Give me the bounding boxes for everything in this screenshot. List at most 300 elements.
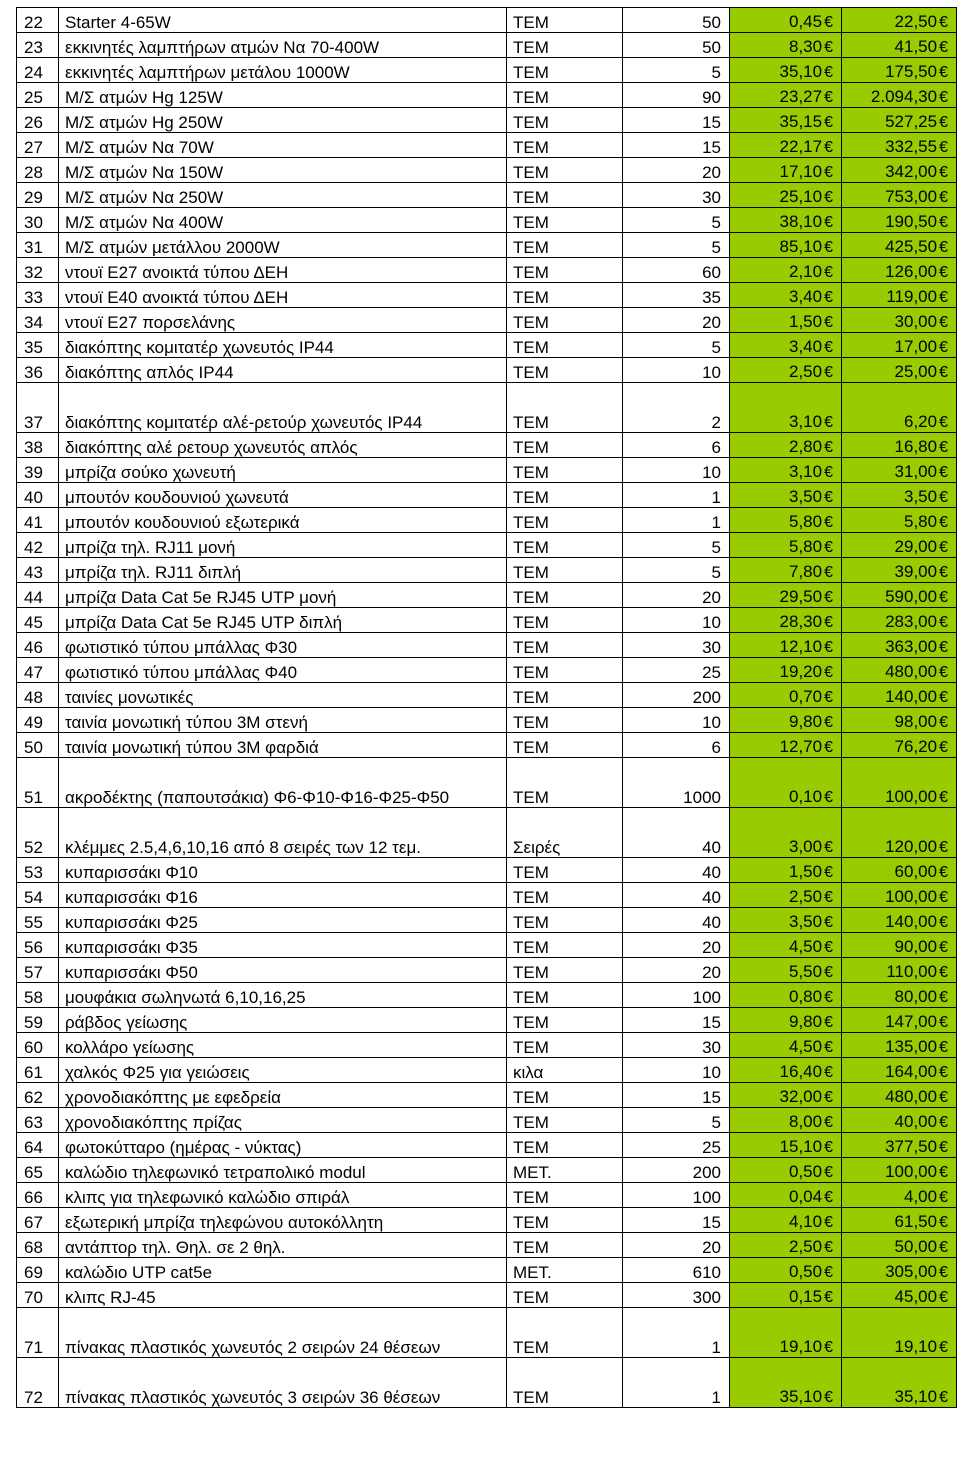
item-number: 49 (17, 708, 59, 733)
euro-symbol: € (824, 1164, 833, 1181)
item-unit-price: 19,20 € (730, 658, 842, 683)
price-table (16, 7, 957, 1408)
item-total: 377,50 € (842, 1133, 957, 1158)
price-table-body (17, 8, 957, 1408)
item-description: μπουτόν κουδουνιού εξωτερικά (59, 508, 507, 533)
item-number: 64 (17, 1133, 59, 1158)
euro-symbol: € (824, 1289, 833, 1306)
item-number: 41 (17, 508, 59, 533)
euro-symbol: € (824, 464, 833, 481)
item-quantity: 5 (623, 208, 730, 233)
item-unit-price: 25,10 € (730, 183, 842, 208)
item-total: 41,50 € (842, 33, 957, 58)
item-unit-price: 4,50 € (730, 1033, 842, 1058)
item-quantity: 5 (623, 558, 730, 583)
item-description: ντουϊ Ε27 πορσελάνης (59, 308, 507, 333)
item-unit: ΤΕΜ (507, 1233, 623, 1258)
euro-symbol: € (939, 689, 948, 706)
item-unit-price: 29,50 € (730, 583, 842, 608)
item-description: καλώδιο UTP cat5e (59, 1258, 507, 1283)
item-unit: ΤΕΜ (507, 333, 623, 358)
table-row (17, 1158, 957, 1183)
item-number: 23 (17, 33, 59, 58)
euro-symbol: € (939, 589, 948, 606)
item-unit: ΤΕΜ (507, 83, 623, 108)
item-total: 2.094,30 € (842, 83, 957, 108)
euro-symbol: € (939, 539, 948, 556)
euro-symbol: € (824, 264, 833, 281)
item-total: 4,00 € (842, 1183, 957, 1208)
euro-symbol: € (939, 289, 948, 306)
euro-symbol: € (939, 1114, 948, 1131)
item-total: 19,10 € (842, 1308, 957, 1358)
table-row (17, 1083, 957, 1108)
item-quantity: 20 (623, 158, 730, 183)
item-total: 305,00 € (842, 1258, 957, 1283)
item-quantity: 6 (623, 433, 730, 458)
item-number: 61 (17, 1058, 59, 1083)
item-unit-price: 19,10 € (730, 1308, 842, 1358)
item-description: κλέμμες 2.5,4,6,10,16 από 8 σειρές των 12 τεμ. (59, 808, 507, 858)
item-description: καλώδιο τηλεφωνικό τετραπολικό modul (59, 1158, 507, 1183)
item-number: 57 (17, 958, 59, 983)
item-total: 76,20 € (842, 733, 957, 758)
euro-symbol: € (939, 989, 948, 1006)
item-unit-price: 2,50 € (730, 883, 842, 908)
item-total: 120,00 € (842, 808, 957, 858)
euro-symbol: € (939, 564, 948, 581)
item-quantity: 15 (623, 1083, 730, 1108)
table-row (17, 583, 957, 608)
item-unit-price: 12,70 € (730, 733, 842, 758)
item-unit-price: 22,17 € (730, 133, 842, 158)
item-number: 48 (17, 683, 59, 708)
table-row (17, 958, 957, 983)
euro-symbol: € (824, 239, 833, 256)
item-unit-price: 0,10 € (730, 758, 842, 808)
item-number: 71 (17, 1308, 59, 1358)
table-row (17, 908, 957, 933)
table-row (17, 33, 957, 58)
item-total: 190,50 € (842, 208, 957, 233)
item-unit-price: 2,50 € (730, 358, 842, 383)
item-total: 30,00 € (842, 308, 957, 333)
item-unit: ΤΕΜ (507, 1308, 623, 1358)
table-row (17, 683, 957, 708)
euro-symbol: € (939, 1164, 948, 1181)
item-quantity: 40 (623, 858, 730, 883)
item-unit: ΤΕΜ (507, 933, 623, 958)
item-quantity: 25 (623, 658, 730, 683)
item-description: κυπαρισσάκι Φ16 (59, 883, 507, 908)
item-quantity: 30 (623, 1033, 730, 1058)
table-row (17, 633, 957, 658)
item-quantity: 300 (623, 1283, 730, 1308)
euro-symbol: € (824, 739, 833, 756)
item-description: Μ/Σ ατμών Να 250W (59, 183, 507, 208)
euro-symbol: € (824, 164, 833, 181)
item-unit: ΤΕΜ (507, 1083, 623, 1108)
item-quantity: 100 (623, 983, 730, 1008)
item-number: 60 (17, 1033, 59, 1058)
item-quantity: 10 (623, 608, 730, 633)
item-description: μπρίζα τηλ. RJ11 διπλή (59, 558, 507, 583)
euro-symbol: € (824, 489, 833, 506)
table-row (17, 133, 957, 158)
euro-symbol: € (824, 989, 833, 1006)
item-quantity: 40 (623, 908, 730, 933)
item-unit: ΤΕΜ (507, 158, 623, 183)
item-number: 62 (17, 1083, 59, 1108)
item-unit-price: 85,10 € (730, 233, 842, 258)
item-unit: ΤΕΜ (507, 1183, 623, 1208)
item-unit-price: 3,40 € (730, 333, 842, 358)
item-total: 40,00 € (842, 1108, 957, 1133)
item-quantity: 2 (623, 383, 730, 433)
item-unit-price: 3,40 € (730, 283, 842, 308)
item-unit: ΤΕΜ (507, 883, 623, 908)
euro-symbol: € (824, 589, 833, 606)
euro-symbol: € (939, 1214, 948, 1231)
item-quantity: 6 (623, 733, 730, 758)
item-number: 39 (17, 458, 59, 483)
item-description: πίνακας πλαστικός χωνευτός 3 σειρών 36 θέσεων (59, 1358, 507, 1408)
item-unit: ΤΕΜ (507, 608, 623, 633)
item-total: 17,00 € (842, 333, 957, 358)
table-row (17, 1308, 957, 1358)
item-unit-price: 7,80 € (730, 558, 842, 583)
euro-symbol: € (824, 964, 833, 981)
euro-symbol: € (939, 614, 948, 631)
euro-symbol: € (939, 1014, 948, 1031)
item-description: κλιπς για τηλεφωνικό καλώδιο σπιράλ (59, 1183, 507, 1208)
item-quantity: 50 (623, 33, 730, 58)
item-unit: ΤΕΜ (507, 583, 623, 608)
item-description: Μ/Σ ατμών Να 70W (59, 133, 507, 158)
euro-symbol: € (824, 564, 833, 581)
table-row (17, 208, 957, 233)
euro-symbol: € (824, 89, 833, 106)
euro-symbol: € (939, 414, 948, 431)
euro-symbol: € (824, 1114, 833, 1131)
table-row (17, 308, 957, 333)
euro-symbol: € (939, 914, 948, 931)
item-number: 32 (17, 258, 59, 283)
item-description: διακόπτης απλός IP44 (59, 358, 507, 383)
item-description: εκκινητές λαμπτήρων ατμών Να 70-400W (59, 33, 507, 58)
euro-symbol: € (939, 364, 948, 381)
item-unit: ΤΕΜ (507, 908, 623, 933)
euro-symbol: € (939, 939, 948, 956)
table-row (17, 233, 957, 258)
item-total: 480,00 € (842, 1083, 957, 1108)
item-total: 283,00 € (842, 608, 957, 633)
table-row (17, 358, 957, 383)
item-description: διακόπτης κομιτατέρ χωνευτός IP44 (59, 333, 507, 358)
euro-symbol: € (939, 264, 948, 281)
item-unit-price: 0,80 € (730, 983, 842, 1008)
item-total: 164,00 € (842, 1058, 957, 1083)
item-total: 100,00 € (842, 758, 957, 808)
item-quantity: 50 (623, 8, 730, 33)
item-description: ταινίες μονωτικές (59, 683, 507, 708)
item-quantity: 20 (623, 583, 730, 608)
euro-symbol: € (939, 439, 948, 456)
euro-symbol: € (824, 1014, 833, 1031)
table-row (17, 508, 957, 533)
item-number: 46 (17, 633, 59, 658)
item-description: φωτιστικό τύπου μπάλλας Φ40 (59, 658, 507, 683)
item-unit-price: 1,50 € (730, 308, 842, 333)
item-number: 65 (17, 1158, 59, 1183)
item-total: 135,00 € (842, 1033, 957, 1058)
item-unit-price: 15,10 € (730, 1133, 842, 1158)
item-number: 29 (17, 183, 59, 208)
item-unit-price: 38,10 € (730, 208, 842, 233)
euro-symbol: € (824, 1089, 833, 1106)
item-quantity: 20 (623, 1233, 730, 1258)
item-unit-price: 4,50 € (730, 933, 842, 958)
item-description: κυπαρισσάκι Φ35 (59, 933, 507, 958)
table-row (17, 158, 957, 183)
euro-symbol: € (939, 164, 948, 181)
item-total: 332,55 € (842, 133, 957, 158)
item-number: 59 (17, 1008, 59, 1033)
table-row (17, 1133, 957, 1158)
item-description: ντουϊ Ε27 ανοικτά τύπου ΔΕΗ (59, 258, 507, 283)
item-description: χρονοδιακόπτης με εφεδρεία (59, 1083, 507, 1108)
table-row (17, 533, 957, 558)
euro-symbol: € (824, 864, 833, 881)
euro-symbol: € (939, 239, 948, 256)
item-total: 480,00 € (842, 658, 957, 683)
item-unit-price: 0,04 € (730, 1183, 842, 1208)
item-quantity: 15 (623, 108, 730, 133)
table-row (17, 1258, 957, 1283)
item-total: 753,00 € (842, 183, 957, 208)
item-description: Μ/Σ ατμών μετάλλου 2000W (59, 233, 507, 258)
item-total: 5,80 € (842, 508, 957, 533)
euro-symbol: € (939, 489, 948, 506)
table-row (17, 1033, 957, 1058)
item-unit-price: 0,15 € (730, 1283, 842, 1308)
item-unit-price: 4,10 € (730, 1208, 842, 1233)
item-quantity: 25 (623, 1133, 730, 1158)
item-unit: ΤΕΜ (507, 433, 623, 458)
item-number: 35 (17, 333, 59, 358)
euro-symbol: € (824, 14, 833, 31)
item-number: 37 (17, 383, 59, 433)
item-total: 590,00 € (842, 583, 957, 608)
item-unit: ΤΕΜ (507, 33, 623, 58)
item-unit-price: 3,00 € (730, 808, 842, 858)
item-total: 60,00 € (842, 858, 957, 883)
item-quantity: 15 (623, 1008, 730, 1033)
item-description: μουφάκια σωληνωτά 6,10,16,25 (59, 983, 507, 1008)
item-unit: ΤΕΜ (507, 1108, 623, 1133)
item-unit: ΤΕΜ (507, 633, 623, 658)
item-quantity: 60 (623, 258, 730, 283)
item-number: 52 (17, 808, 59, 858)
table-row (17, 1283, 957, 1308)
table-row (17, 258, 957, 283)
item-quantity: 5 (623, 333, 730, 358)
item-unit: κιλα (507, 1058, 623, 1083)
item-quantity: 90 (623, 83, 730, 108)
euro-symbol: € (824, 314, 833, 331)
euro-symbol: € (939, 964, 948, 981)
item-description: μπρίζα Data Cat 5e RJ45 UTP μονή (59, 583, 507, 608)
item-description: κυπαρισσάκι Φ50 (59, 958, 507, 983)
euro-symbol: € (824, 1064, 833, 1081)
item-unit-price: 3,50 € (730, 483, 842, 508)
item-quantity: 1 (623, 508, 730, 533)
item-number: 53 (17, 858, 59, 883)
item-quantity: 5 (623, 233, 730, 258)
item-quantity: 10 (623, 708, 730, 733)
item-unit: ΤΕΜ (507, 708, 623, 733)
item-description: εξωτερική μπρίζα τηλεφώνου αυτοκόλλητη (59, 1208, 507, 1233)
table-row (17, 708, 957, 733)
euro-symbol: € (939, 514, 948, 531)
item-number: 40 (17, 483, 59, 508)
item-unit: ΤΕΜ (507, 208, 623, 233)
item-number: 55 (17, 908, 59, 933)
item-total: 425,50 € (842, 233, 957, 258)
item-unit: ΤΕΜ (507, 383, 623, 433)
item-quantity: 20 (623, 933, 730, 958)
item-total: 342,00 € (842, 158, 957, 183)
item-quantity: 1 (623, 483, 730, 508)
euro-symbol: € (939, 1139, 948, 1156)
table-row (17, 1008, 957, 1033)
item-unit-price: 5,80 € (730, 533, 842, 558)
euro-symbol: € (824, 214, 833, 231)
item-number: 42 (17, 533, 59, 558)
item-number: 56 (17, 933, 59, 958)
euro-symbol: € (824, 1239, 833, 1256)
item-total: 147,00 € (842, 1008, 957, 1033)
euro-symbol: € (939, 339, 948, 356)
item-number: 58 (17, 983, 59, 1008)
item-quantity: 1000 (623, 758, 730, 808)
item-unit: ΤΕΜ (507, 683, 623, 708)
euro-symbol: € (824, 1264, 833, 1281)
euro-symbol: € (824, 1139, 833, 1156)
euro-symbol: € (824, 714, 833, 731)
item-unit: ΤΕΜ (507, 258, 623, 283)
item-quantity: 200 (623, 1158, 730, 1183)
item-number: 68 (17, 1233, 59, 1258)
table-row (17, 808, 957, 858)
item-quantity: 30 (623, 183, 730, 208)
item-number: 70 (17, 1283, 59, 1308)
item-total: 175,50 € (842, 58, 957, 83)
item-number: 22 (17, 8, 59, 33)
item-unit-price: 3,50 € (730, 908, 842, 933)
table-row (17, 1058, 957, 1083)
item-unit: ΤΕΜ (507, 133, 623, 158)
euro-symbol: € (939, 89, 948, 106)
item-number: 51 (17, 758, 59, 808)
item-unit-price: 2,50 € (730, 1233, 842, 1258)
item-number: 28 (17, 158, 59, 183)
item-total: 39,00 € (842, 558, 957, 583)
item-quantity: 40 (623, 808, 730, 858)
item-description: διακόπτης κομιτατέρ αλέ-ρετούρ χωνευτός IP44 (59, 383, 507, 433)
euro-symbol: € (824, 789, 833, 806)
euro-symbol: € (824, 639, 833, 656)
item-unit: ΤΕΜ (507, 1033, 623, 1058)
item-number: 66 (17, 1183, 59, 1208)
item-unit-price: 2,80 € (730, 433, 842, 458)
table-row (17, 333, 957, 358)
item-unit: ΤΕΜ (507, 1283, 623, 1308)
item-number: 33 (17, 283, 59, 308)
euro-symbol: € (824, 139, 833, 156)
item-total: 98,00 € (842, 708, 957, 733)
table-row (17, 108, 957, 133)
item-unit-price: 8,00 € (730, 1108, 842, 1133)
euro-symbol: € (824, 539, 833, 556)
item-quantity: 35 (623, 283, 730, 308)
item-unit-price: 1,50 € (730, 858, 842, 883)
item-description: μπρίζα Data Cat 5e RJ45 UTP διπλή (59, 608, 507, 633)
item-total: 140,00 € (842, 683, 957, 708)
item-number: 72 (17, 1358, 59, 1408)
item-total: 6,20 € (842, 383, 957, 433)
item-number: 26 (17, 108, 59, 133)
table-row (17, 183, 957, 208)
item-quantity: 10 (623, 458, 730, 483)
item-unit-price: 0,70 € (730, 683, 842, 708)
item-unit-price: 32,00 € (730, 1083, 842, 1108)
euro-symbol: € (824, 414, 833, 431)
euro-symbol: € (939, 839, 948, 856)
item-total: 61,50 € (842, 1208, 957, 1233)
item-description: Μ/Σ ατμών Να 150W (59, 158, 507, 183)
euro-symbol: € (939, 139, 948, 156)
item-unit-price: 28,30 € (730, 608, 842, 633)
item-description: μπουτόν κουδουνιού χωνευτά (59, 483, 507, 508)
item-unit: Σειρές (507, 808, 623, 858)
item-unit: ΤΕΜ (507, 858, 623, 883)
table-row (17, 458, 957, 483)
item-unit-price: 35,15 € (730, 108, 842, 133)
table-row (17, 1183, 957, 1208)
euro-symbol: € (939, 464, 948, 481)
item-number: 69 (17, 1258, 59, 1283)
euro-symbol: € (939, 1189, 948, 1206)
euro-symbol: € (939, 1264, 948, 1281)
item-total: 527,25 € (842, 108, 957, 133)
euro-symbol: € (824, 439, 833, 456)
item-number: 47 (17, 658, 59, 683)
euro-symbol: € (824, 889, 833, 906)
item-unit: ΜΕΤ. (507, 1158, 623, 1183)
item-unit: ΤΕΜ (507, 658, 623, 683)
item-unit: ΤΕΜ (507, 283, 623, 308)
item-unit: ΜΕΤ. (507, 1258, 623, 1283)
euro-symbol: € (824, 614, 833, 631)
item-unit: ΤΕΜ (507, 1008, 623, 1033)
item-description: κλιπς RJ-45 (59, 1283, 507, 1308)
item-quantity: 15 (623, 133, 730, 158)
item-unit-price: 35,10 € (730, 1358, 842, 1408)
item-unit-price: 5,80 € (730, 508, 842, 533)
item-number: 43 (17, 558, 59, 583)
euro-symbol: € (939, 1289, 948, 1306)
